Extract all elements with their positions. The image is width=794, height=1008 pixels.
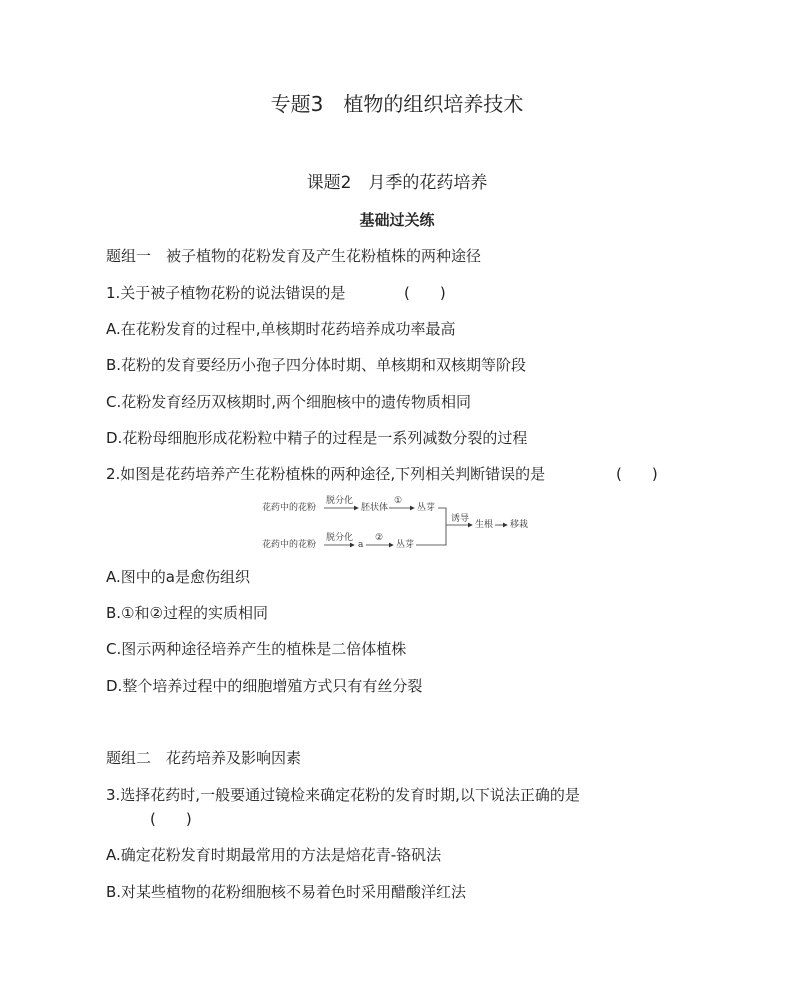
question-1-option-d: D.花粉母细胞形成花粉粒中精子的过程是一系列减数分裂的过程 — [106, 429, 528, 447]
root-label: 生根 — [475, 520, 494, 530]
row1-mark-label: ① — [394, 496, 403, 506]
question-2-option-b: B.①和②过程的实质相同 — [106, 604, 268, 622]
merge-bracket — [416, 508, 446, 545]
question-1-option-c: C.花粉发育经历双核期时,两个细胞核中的遗传物质相同 — [106, 393, 472, 411]
culture-pathway-diagram — [262, 494, 542, 556]
row2-mark-label: ② — [375, 533, 384, 543]
question-1-stem: 1.关于被子植物花粉的说法错误的是 — [106, 284, 346, 302]
lesson-subtitle: 课题2 月季的花药培养 — [306, 173, 488, 193]
question-2-option-a: A.图中的a是愈伤组织 — [106, 568, 250, 586]
row1-step-label: 脱分化 — [326, 496, 354, 506]
page-title: 专题3 植物的组织培养技术 — [270, 92, 524, 116]
question-1-option-b: B.花粉的发育要经历小孢子四分体时期、单核期和双核期等阶段 — [106, 356, 527, 374]
question-2-stem: 2.如图是花药培养产生花粉植株的两种途径,下列相关判断错误的是 — [106, 465, 546, 483]
question-1-answer-bracket: ( ) — [404, 284, 446, 302]
merge-step-label: 诱导 — [451, 514, 470, 524]
row2-end-label: 丛芽 — [396, 540, 415, 550]
question-2-option-d: D.整个培养过程中的细胞增殖方式只有有丝分裂 — [106, 677, 423, 695]
question-3-stem: 3.选择花药时,一般要通过镜检来确定花粉的发育时期,以下说法正确的是 — [106, 786, 580, 804]
row1-end-label: 丛芽 — [417, 503, 436, 513]
transplant-label: 移栽 — [510, 520, 529, 530]
question-3-option-b: B.对某些植物的花粉细胞核不易着色时采用醋酸洋红法 — [106, 883, 467, 901]
question-1-option-a: A.在花粉发育的过程中,单核期时花药培养成功率最高 — [106, 320, 456, 338]
question-3-answer-bracket: ( ) — [150, 810, 192, 828]
row2-step-label: 脱分化 — [326, 533, 354, 543]
question-2-option-c: C.图示两种途径培养产生的植株是二倍体植株 — [106, 640, 407, 658]
row1-mid-label: 胚状体 — [361, 503, 389, 513]
question-2-answer-bracket: ( ) — [616, 465, 658, 483]
row2-source-label: 花药中的花粉 — [262, 540, 317, 550]
row2-mid-label: a — [358, 540, 364, 550]
question-3-option-a: A.确定花粉发育时期最常用的方法是焙花青-铬矾法 — [106, 846, 442, 864]
section-heading: 基础过关练 — [359, 211, 435, 229]
group-two-heading: 题组二 花药培养及影响因素 — [106, 749, 302, 767]
row1-source-label: 花药中的花粉 — [262, 503, 317, 513]
group-one-heading: 题组一 被子植物的花粉发育及产生花粉植株的两种途径 — [106, 247, 482, 265]
